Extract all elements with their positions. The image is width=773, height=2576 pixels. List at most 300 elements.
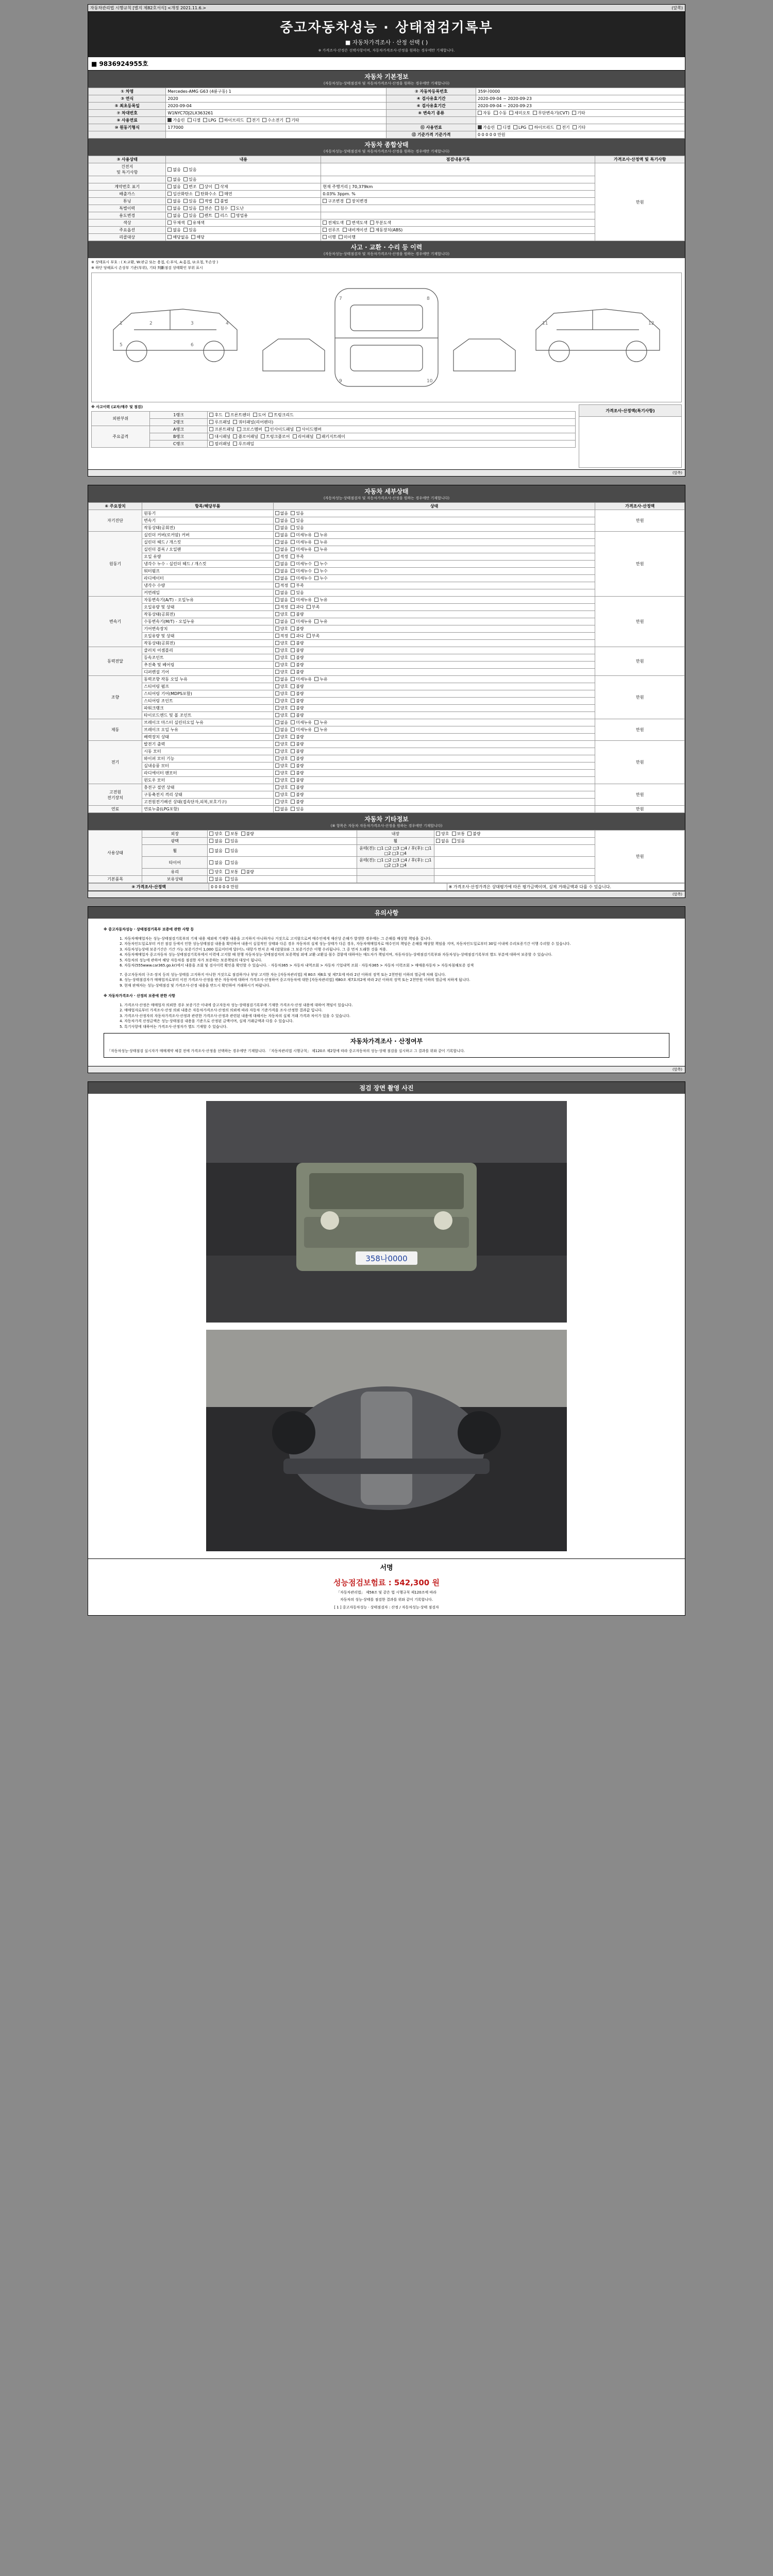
checkbox[interactable] xyxy=(199,213,204,217)
row-options[interactable] xyxy=(166,198,321,205)
part-state[interactable] xyxy=(273,669,595,676)
checkbox[interactable] xyxy=(275,583,279,587)
part-label: 발전기 출력 xyxy=(142,741,274,748)
part-state[interactable] xyxy=(273,553,595,561)
checkbox[interactable] xyxy=(291,641,295,645)
checkbox[interactable] xyxy=(275,778,279,782)
checkbox[interactable] xyxy=(436,839,440,843)
item-state-2[interactable] xyxy=(434,869,595,876)
part-state[interactable] xyxy=(273,510,595,517)
checkbox[interactable] xyxy=(346,221,350,225)
part-options[interactable] xyxy=(208,433,576,440)
checkbox[interactable] xyxy=(494,111,498,115)
checkbox[interactable] xyxy=(209,420,213,424)
checkbox[interactable] xyxy=(188,118,192,122)
checkbox[interactable] xyxy=(262,118,266,122)
row-options[interactable] xyxy=(166,234,321,241)
checkbox[interactable] xyxy=(275,785,279,789)
field-value[interactable] xyxy=(476,131,685,139)
checkbox[interactable] xyxy=(241,870,245,874)
field-value[interactable] xyxy=(476,124,685,131)
checkbox[interactable] xyxy=(291,677,295,681)
checkbox[interactable] xyxy=(183,167,188,172)
checkbox[interactable] xyxy=(275,526,279,530)
checkbox[interactable] xyxy=(275,562,279,566)
checkbox[interactable] xyxy=(529,125,533,129)
row-options[interactable] xyxy=(166,227,321,234)
checkbox[interactable] xyxy=(253,413,257,417)
row-options[interactable] xyxy=(166,212,321,219)
checkbox[interactable] xyxy=(247,118,251,122)
field-value[interactable] xyxy=(166,88,386,95)
checkbox[interactable] xyxy=(291,706,295,710)
part-state[interactable] xyxy=(273,611,595,618)
part-state[interactable] xyxy=(273,683,595,690)
checkbox[interactable] xyxy=(314,540,318,544)
checkbox[interactable] xyxy=(233,420,237,424)
field-value[interactable] xyxy=(476,103,685,110)
item-state-2[interactable] xyxy=(434,845,595,857)
checkbox[interactable] xyxy=(291,756,295,760)
item-state[interactable] xyxy=(208,876,357,883)
row-detail[interactable] xyxy=(321,163,595,176)
checkbox[interactable] xyxy=(199,206,204,210)
row-detail[interactable] xyxy=(321,198,595,205)
part-state[interactable] xyxy=(273,748,595,755)
checkbox[interactable] xyxy=(291,590,295,595)
part-state[interactable] xyxy=(273,539,595,546)
part-state[interactable] xyxy=(273,777,595,784)
part-state[interactable] xyxy=(273,654,595,662)
checkbox[interactable] xyxy=(275,533,279,537)
checkbox[interactable] xyxy=(275,771,279,775)
checkbox[interactable] xyxy=(275,590,279,595)
checkbox[interactable] xyxy=(183,177,188,181)
checkbox[interactable] xyxy=(343,228,347,232)
field-value[interactable] xyxy=(476,117,685,124)
part-state[interactable] xyxy=(273,625,595,633)
checkbox[interactable] xyxy=(275,511,279,515)
checkbox[interactable] xyxy=(191,235,195,239)
checkbox[interactable] xyxy=(275,735,279,739)
part-state[interactable] xyxy=(273,799,595,806)
checkbox[interactable] xyxy=(314,677,318,681)
checkbox[interactable] xyxy=(275,569,279,573)
field-value[interactable] xyxy=(166,117,386,124)
item-state-2[interactable] xyxy=(434,857,595,869)
checkbox[interactable] xyxy=(275,612,279,616)
checkbox[interactable] xyxy=(291,699,295,703)
checkbox[interactable] xyxy=(291,511,295,515)
field-value[interactable] xyxy=(166,124,386,131)
checkbox[interactable] xyxy=(209,860,213,865)
checkbox[interactable] xyxy=(291,583,295,587)
checkbox[interactable] xyxy=(167,199,172,203)
checkbox[interactable] xyxy=(167,177,172,181)
checkbox[interactable] xyxy=(452,832,456,836)
checkbox[interactable] xyxy=(497,125,501,129)
checkbox[interactable] xyxy=(314,562,318,566)
checkbox[interactable] xyxy=(275,713,279,717)
checkbox[interactable] xyxy=(209,434,213,438)
checkbox[interactable] xyxy=(275,619,279,623)
checkbox[interactable] xyxy=(195,192,199,196)
checkbox[interactable] xyxy=(291,742,295,746)
checkbox[interactable] xyxy=(370,221,374,225)
checkbox[interactable] xyxy=(225,849,229,853)
checkbox[interactable] xyxy=(209,427,213,431)
checkbox[interactable] xyxy=(209,849,213,853)
part-state[interactable] xyxy=(273,604,595,611)
checkbox[interactable] xyxy=(275,641,279,645)
checkbox[interactable] xyxy=(316,434,321,438)
checkbox[interactable] xyxy=(291,554,295,558)
checkbox-label: 양호 xyxy=(280,756,289,761)
row-options[interactable] xyxy=(166,176,321,183)
row-label: 건전지 및 특기사항 xyxy=(89,163,166,176)
checkbox[interactable] xyxy=(233,442,237,446)
checkbox[interactable] xyxy=(291,598,295,602)
checkbox[interactable] xyxy=(209,413,213,417)
item-state-2[interactable] xyxy=(434,838,595,845)
checkbox[interactable] xyxy=(291,569,295,573)
checkbox[interactable] xyxy=(291,533,295,537)
checkbox[interactable] xyxy=(346,199,350,203)
checkbox[interactable] xyxy=(167,167,172,172)
checkbox[interactable] xyxy=(275,605,279,609)
checkbox[interactable] xyxy=(275,699,279,703)
part-state[interactable] xyxy=(273,633,595,640)
checkbox[interactable] xyxy=(275,764,279,768)
checkbox[interactable] xyxy=(323,199,327,203)
checkbox[interactable] xyxy=(203,118,207,122)
field-label: ⑪ 사용연료 xyxy=(386,124,476,131)
checkbox[interactable] xyxy=(291,605,295,609)
checkbox[interactable] xyxy=(275,807,279,811)
checkbox[interactable] xyxy=(275,684,279,688)
checkbox[interactable] xyxy=(291,691,295,696)
checkbox[interactable] xyxy=(275,720,279,724)
checkbox[interactable] xyxy=(275,691,279,696)
item-state[interactable] xyxy=(208,838,357,845)
checkbox[interactable] xyxy=(533,111,537,115)
checkbox-label: 리스 xyxy=(220,213,228,218)
checkbox[interactable] xyxy=(275,648,279,652)
part-state[interactable] xyxy=(273,582,595,589)
checkbox[interactable] xyxy=(291,713,295,717)
checkbox[interactable] xyxy=(509,111,513,115)
checkbox[interactable] xyxy=(183,213,188,217)
checkbox[interactable] xyxy=(370,228,374,232)
checkbox[interactable] xyxy=(314,598,318,602)
row-detail[interactable] xyxy=(321,191,595,198)
checkbox[interactable] xyxy=(231,213,235,217)
checkbox[interactable] xyxy=(291,771,295,775)
part-state[interactable] xyxy=(273,770,595,777)
checkbox[interactable] xyxy=(291,735,295,739)
checkbox[interactable] xyxy=(183,206,188,210)
checkbox[interactable] xyxy=(219,192,223,196)
part-state[interactable] xyxy=(273,741,595,748)
part-state[interactable] xyxy=(273,698,595,705)
checkbox[interactable] xyxy=(167,213,172,217)
checkbox-label: 상이 xyxy=(204,184,212,189)
part-state[interactable] xyxy=(273,546,595,553)
row-options[interactable] xyxy=(166,205,321,212)
checkbox[interactable] xyxy=(339,235,343,239)
part-state[interactable] xyxy=(273,791,595,799)
part-state[interactable] xyxy=(273,597,595,604)
part-state[interactable] xyxy=(273,662,595,669)
part-state[interactable] xyxy=(273,640,595,647)
checkbox[interactable] xyxy=(275,655,279,659)
item-state[interactable] xyxy=(208,845,357,857)
item-state[interactable] xyxy=(208,869,357,876)
checkbox[interactable] xyxy=(572,111,576,115)
checkbox[interactable] xyxy=(215,199,219,203)
row-options[interactable] xyxy=(166,183,321,191)
checkbox[interactable] xyxy=(167,118,172,122)
checkbox[interactable] xyxy=(275,727,279,732)
part-options[interactable] xyxy=(208,418,576,426)
column-header: ③ 사용상태 xyxy=(89,156,166,163)
checkbox[interactable] xyxy=(307,634,311,638)
checkbox-label: 없음 xyxy=(280,562,289,566)
row-detail[interactable] xyxy=(321,227,595,234)
checkbox[interactable] xyxy=(225,870,229,874)
checkbox[interactable] xyxy=(314,727,318,732)
checkbox[interactable] xyxy=(291,619,295,623)
checkbox[interactable] xyxy=(199,199,204,203)
part-state[interactable] xyxy=(273,575,595,582)
checkbox[interactable] xyxy=(323,235,327,239)
checkbox[interactable] xyxy=(291,749,295,753)
checkbox[interactable] xyxy=(291,540,295,544)
field-value[interactable] xyxy=(166,110,386,117)
checkbox[interactable] xyxy=(268,413,273,417)
checkbox[interactable] xyxy=(452,839,456,843)
checkbox[interactable] xyxy=(219,118,223,122)
checkbox[interactable] xyxy=(291,785,295,789)
checkbox[interactable] xyxy=(314,547,318,551)
checkbox[interactable] xyxy=(291,727,295,732)
checkbox[interactable] xyxy=(296,427,300,431)
item-state-2[interactable] xyxy=(434,876,595,883)
checkbox[interactable] xyxy=(478,125,482,129)
checkbox[interactable] xyxy=(275,800,279,804)
checkbox[interactable] xyxy=(275,706,279,710)
checkbox[interactable] xyxy=(209,832,213,836)
row-detail[interactable] xyxy=(321,212,595,219)
checkbox[interactable] xyxy=(291,778,295,782)
checkbox[interactable] xyxy=(225,839,229,843)
field-value[interactable] xyxy=(476,95,685,103)
checkbox[interactable] xyxy=(209,877,213,881)
declaration-box xyxy=(104,1033,669,1058)
checkbox[interactable] xyxy=(167,228,172,232)
checkbox[interactable] xyxy=(286,118,290,122)
checkbox[interactable] xyxy=(291,562,295,566)
part-state[interactable] xyxy=(273,589,595,597)
checkbox[interactable] xyxy=(291,800,295,804)
item-state-2[interactable] xyxy=(434,831,595,838)
field-value[interactable] xyxy=(476,110,685,117)
part-state[interactable] xyxy=(273,726,595,734)
part-state[interactable] xyxy=(273,676,595,683)
checkbox[interactable] xyxy=(291,547,295,551)
checkbox[interactable] xyxy=(167,184,172,189)
checkbox[interactable] xyxy=(225,860,229,865)
checkbox[interactable] xyxy=(513,125,517,129)
checkbox[interactable] xyxy=(188,221,192,225)
row-detail[interactable] xyxy=(321,234,595,241)
checkbox[interactable] xyxy=(167,235,172,239)
checkbox[interactable] xyxy=(291,792,295,796)
part-state[interactable] xyxy=(273,784,595,791)
checkbox[interactable] xyxy=(209,442,213,446)
row-detail[interactable] xyxy=(321,176,595,183)
checkbox[interactable] xyxy=(275,554,279,558)
row-options[interactable] xyxy=(166,219,321,227)
checkbox[interactable] xyxy=(215,213,219,217)
item-state[interactable] xyxy=(208,857,357,869)
checkbox[interactable] xyxy=(167,192,172,196)
checkbox[interactable] xyxy=(291,807,295,811)
checkbox[interactable] xyxy=(291,634,295,638)
checkbox[interactable] xyxy=(241,832,245,836)
part-state[interactable] xyxy=(273,712,595,719)
row-detail[interactable] xyxy=(321,219,595,227)
row-options[interactable] xyxy=(166,191,321,198)
part-state[interactable] xyxy=(273,618,595,625)
part-state[interactable] xyxy=(273,524,595,532)
checkbox[interactable] xyxy=(291,764,295,768)
checkbox[interactable] xyxy=(478,111,482,115)
checkbox[interactable] xyxy=(275,663,279,667)
checkbox[interactable] xyxy=(265,427,269,431)
part-options[interactable] xyxy=(208,411,576,418)
checkbox[interactable] xyxy=(233,434,237,438)
checkbox[interactable] xyxy=(275,598,279,602)
checkbox-label: 누수 xyxy=(320,562,328,566)
checkbox[interactable] xyxy=(275,749,279,753)
item-state[interactable] xyxy=(208,831,357,838)
checkbox[interactable] xyxy=(557,125,561,129)
checkbox[interactable] xyxy=(307,605,311,609)
checkbox-label: 일산화탄소 xyxy=(173,192,193,196)
checkbox[interactable] xyxy=(231,206,235,210)
checkbox[interactable] xyxy=(291,684,295,688)
checkbox[interactable] xyxy=(209,839,213,843)
checkbox[interactable] xyxy=(199,184,204,189)
checkbox[interactable] xyxy=(314,619,318,623)
field-value[interactable] xyxy=(476,88,685,95)
checkbox[interactable] xyxy=(314,569,318,573)
checkbox[interactable] xyxy=(275,742,279,746)
checkbox[interactable] xyxy=(293,434,297,438)
part-state[interactable] xyxy=(273,806,595,813)
checkbox-label: 없음 xyxy=(214,848,223,853)
checkbox[interactable] xyxy=(225,832,229,836)
part-state[interactable] xyxy=(273,762,595,770)
field-value[interactable] xyxy=(166,95,386,103)
checkbox[interactable] xyxy=(275,540,279,544)
checkbox-label: 누유 xyxy=(320,677,328,682)
part-state[interactable] xyxy=(273,561,595,568)
checkbox[interactable] xyxy=(261,434,265,438)
checkbox[interactable] xyxy=(167,206,172,210)
checkbox[interactable] xyxy=(314,720,318,724)
part-state[interactable] xyxy=(273,532,595,539)
checkbox[interactable] xyxy=(215,206,219,210)
row-detail[interactable] xyxy=(321,183,595,191)
part-options[interactable] xyxy=(208,440,576,447)
checkbox[interactable] xyxy=(225,877,229,881)
checkbox[interactable] xyxy=(183,228,188,232)
field-value[interactable] xyxy=(166,103,386,110)
checkbox[interactable] xyxy=(275,626,279,631)
checkbox[interactable] xyxy=(237,427,241,431)
checkbox[interactable] xyxy=(275,677,279,681)
checkbox-label: 해당없음 xyxy=(173,235,189,240)
checkbox[interactable] xyxy=(183,199,188,203)
part-state[interactable] xyxy=(273,690,595,698)
checkbox[interactable] xyxy=(573,125,577,129)
checkbox[interactable] xyxy=(275,756,279,760)
checkbox[interactable] xyxy=(291,670,295,674)
part-options[interactable] xyxy=(208,426,576,433)
part-state[interactable] xyxy=(273,755,595,762)
checkbox[interactable] xyxy=(183,184,188,189)
checkbox[interactable] xyxy=(291,518,295,522)
checkbox[interactable] xyxy=(225,413,229,417)
checkbox[interactable] xyxy=(467,832,472,836)
checkbox[interactable] xyxy=(323,221,327,225)
checkbox[interactable] xyxy=(291,626,295,631)
checkbox[interactable] xyxy=(275,670,279,674)
field-value[interactable] xyxy=(166,131,386,139)
section-detail-bar xyxy=(88,485,685,502)
part-state[interactable] xyxy=(273,517,595,524)
checkbox[interactable] xyxy=(291,655,295,659)
checkbox[interactable] xyxy=(275,792,279,796)
checkbox[interactable] xyxy=(323,228,327,232)
part-state[interactable] xyxy=(273,719,595,726)
checkbox[interactable] xyxy=(436,832,440,836)
checkbox[interactable] xyxy=(215,184,219,189)
row-options[interactable] xyxy=(166,163,321,176)
checkbox[interactable] xyxy=(275,547,279,551)
checkbox[interactable] xyxy=(275,576,279,580)
checkbox[interactable] xyxy=(291,576,295,580)
part-state[interactable] xyxy=(273,734,595,741)
row-detail[interactable] xyxy=(321,205,595,212)
checkbox[interactable] xyxy=(291,526,295,530)
checkbox[interactable] xyxy=(314,576,318,580)
checkbox[interactable] xyxy=(291,612,295,616)
checkbox[interactable] xyxy=(291,720,295,724)
checkbox[interactable] xyxy=(314,533,318,537)
checkbox[interactable] xyxy=(167,221,172,225)
part-state[interactable] xyxy=(273,568,595,575)
part-state[interactable] xyxy=(273,705,595,712)
checkbox[interactable] xyxy=(291,648,295,652)
checkbox[interactable] xyxy=(275,634,279,638)
checkbox[interactable] xyxy=(275,518,279,522)
checkbox[interactable] xyxy=(209,870,213,874)
checkbox[interactable] xyxy=(291,663,295,667)
part-state[interactable] xyxy=(273,647,595,654)
